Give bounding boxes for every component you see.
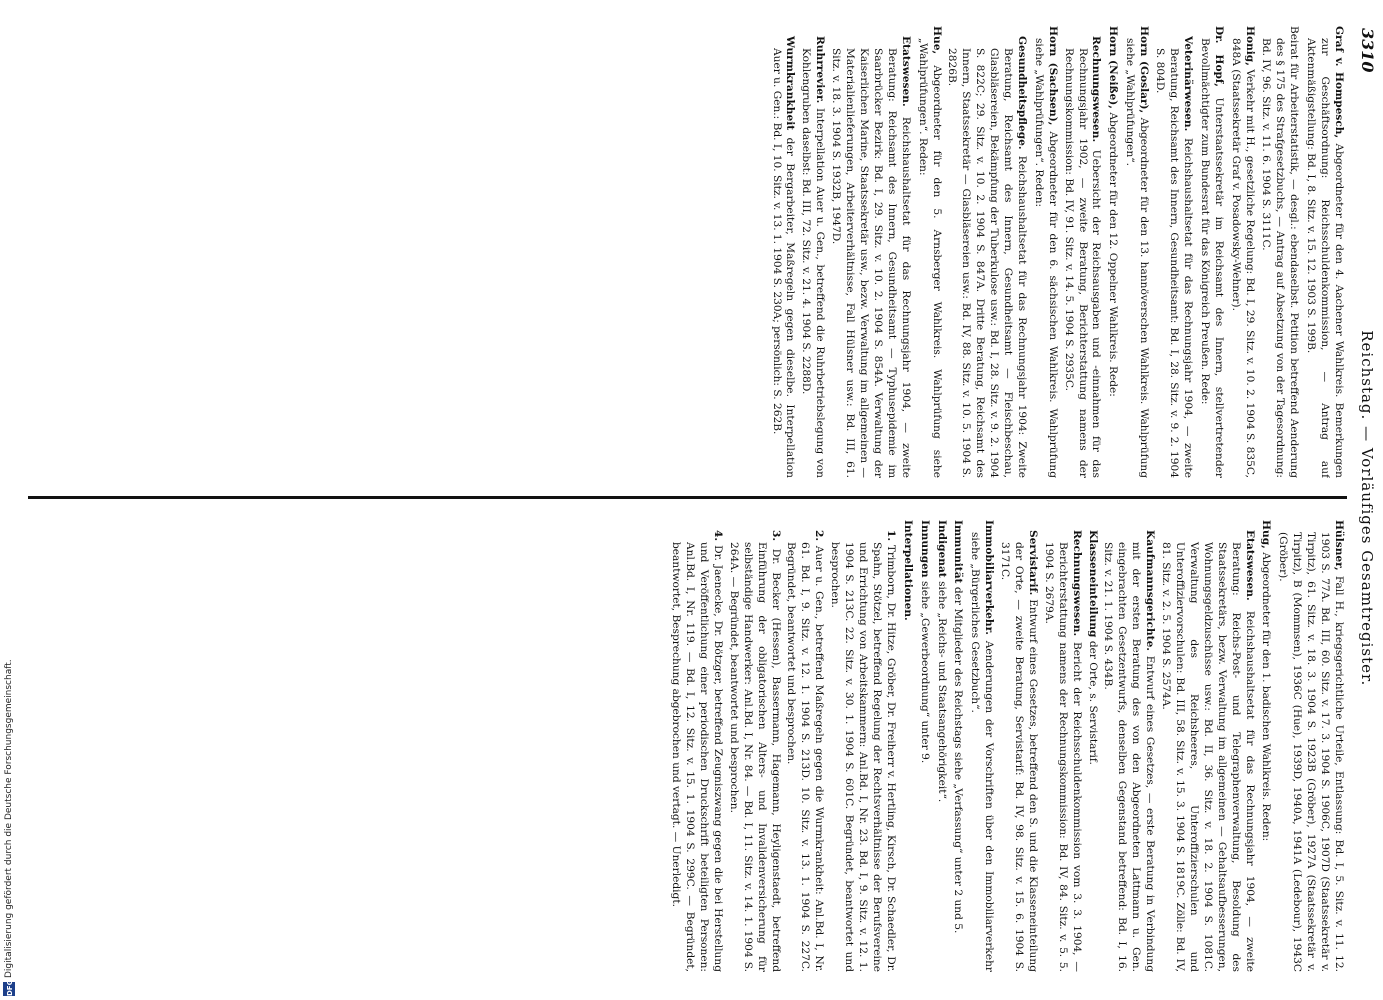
entry-text: Beirat für Arbeiterstatistik, — desgl.: ebendaselbst. Petition betreffend Aenderung des § 175 des Strafgesetzbuchs, — Antrag auf Absetzung von der Tagesordnung: Bd. IV, 96. Sitz. v. 11. 6. 1904 S. 3111C. — [1260, 26, 1301, 478]
entry-headword: Horn (Neiße), — [1107, 26, 1120, 109]
entry-text: Unterstaatssekretär im Reichsamt des Innern, stellvertretender Bevollmächtigter zum Bundesrat für das Königreich Preußen. Rede: — [1198, 38, 1225, 478]
column-divider — [28, 496, 1347, 499]
register-entry — [1228, 26, 1256, 478]
page-title: Reichstag. — Vorläufiges Gesamtregister. — [1358, 330, 1376, 687]
entry-text: Entwurf eines Gesetzes, betreffend den S. und die Klasseneinteilung der Orte, — zweite Beratung, Servistarif: Bd. IV, 98. Sitz. v. 15. 6. 1904 S. 3171C. — [999, 542, 1039, 972]
register-entry — [951, 520, 965, 972]
entry-headword: Rechnungswesen. — [1090, 36, 1103, 143]
entry-text: der Bergarbeiter, Maßregeln gegen dieselbe. Interpellation Auer u. Gen.: Bd. I, 10. Sitz. v. 13. 1. 1904 S. 230A; persönlich: S. 262B. — [770, 48, 797, 478]
entry-text: Verkehr mit H., gesetzliche Regelung: Bd. I, 29. Sitz. v. 10. 2. 1904 S. 835C, 848A (Staatssekretär Graf v. Posadowsky-Wehner). — [1229, 38, 1256, 478]
entry-text: Entwurf eines Gesetzes, — erste Beratung in Verbindung mit der ersten Beratung des von den Abgeordneten Lattmann u. Gen. eingebrachten Gesetzentwurfs, denselben Gegenstand betreffend: Bd. I, 16. Sitz. v. 21. 1. 1904 S. 434B. — [1102, 542, 1157, 972]
page-number: 3310 — [1358, 28, 1377, 73]
register-entry — [1031, 26, 1059, 478]
entry-headword: Innungen — [918, 520, 931, 578]
entry-headword: 2. — [813, 530, 826, 542]
register-entry — [1197, 26, 1225, 478]
register-entry — [1106, 26, 1120, 478]
entry-headword: Ruhrrevier. — [814, 36, 827, 104]
entry-text: Abgeordneter für den 6. sächsischen Wahlkreis. Wahlprüfung siehe „Wahlprüfungen“. Reden: — [1032, 38, 1059, 478]
entry-text: Abgeordneter für den 1. badischen Wahlkreis. Reden: — [1260, 552, 1273, 842]
entry-text: Reichshaushaltsetat für das Rechnungsjahr 1904, — zweite Beratung, Reichsamt des Innern, Gesundheitsamt: Bd. I, 28. Sitz. v. 9. 2. 1904 S. 804D. — [1154, 48, 1194, 478]
entry-headword: Kaufmannsgerichte. — [1144, 530, 1157, 652]
entry-text: Dr. Jaenecke, Dr. Bötzger, betreffend Zeugniszwang gegen die bei Herstellung und Veröffentlichung einer periodischen Druckschrift beteiligten Personen: Anl.Bd. I, Nr. 119. — Bd. I, 12. Sitz. v. 15. 1. 1904 S. 299C. — Begründet, beantwortet, Besprechung abgebrochen und vertagt. — Unerledigt. — [670, 542, 724, 972]
entry-text: Interpellation Auer u. Gen., betreffend die Ruhrbetriebslegung von Kohlengruben daselbst: Bd. III, 72. Sitz. v. 21. 4. 1904 S. 2288D. — [800, 48, 827, 478]
entry-headword: 4. — [711, 530, 724, 542]
register-entry — [1101, 530, 1157, 972]
register-entry — [945, 36, 1028, 478]
register-entry — [668, 530, 724, 972]
entry-text: Aenderungen der Vorschriften über den Immobiliarverkehr siehe „Bürgerliches Gesetzbuch“. — [969, 532, 996, 972]
entry-headword: Immobiliarverkehr. — [983, 520, 996, 635]
entry-text: Uebersicht der Reichsausgaben und -einnahmen für das Rechnungsjahr 1902, — zweite Beratung, Berichterstattung namens der Rechnungskommission: Bd. IV, 91. Sitz. v. 14. 5. 1904 S. 2935C. — [1062, 48, 1103, 478]
entry-text: Abgeordneter für den 13. hannöverschen Wahlkreis. Wahlprüfung siehe „Wahlprüfungen“. — [1124, 38, 1151, 478]
register-entry — [1061, 36, 1103, 478]
entry-text: siehe „Reichs- und Staatsangehörigkeit“. — [935, 581, 948, 803]
page-header — [1347, 28, 1377, 964]
register-entry — [726, 530, 782, 972]
entry-headword: Hug, — [1260, 520, 1273, 549]
entry-headword: Gesundheitspflege. — [1015, 36, 1028, 150]
credit-text: Digitalisierung gefördert durch die Deutsche Forschungsgemeinschaft. — [4, 659, 14, 978]
register-entry — [769, 36, 797, 478]
entry-text: Reichshaushaltsetat für das Rechnungsjahr 1904: Zweite Beratung, Reichsamt des Innern, Gesundheitsamt — Fleischbeschau, Glasbläsereien, Bekämpfung der Tuberkulose usw.: Bd. I, 28. Sitz. v. 9. 2. 1904 S. 822C; 29. Sitz. v. 10. 2. 1904 S. 847A. Dritte Beratung, Reichsamt des Innern, Staatssekretär — Glasbläsereien usw.: Bd. IV, 88. Sitz. v. 10. 5. 1904 S. 2826B. — [946, 48, 1028, 478]
entry-headword: Interpellationen. — [901, 520, 914, 621]
entry-headword: Servistarif. — [1026, 530, 1039, 596]
right-column — [30, 520, 1345, 972]
entry-text: Auer u. Gen., betreffend Maßregeln gegen die Wurmkrankheit: Anl.Bd. I, Nr. 61. Bd. I, 9. Sitz. v. 12. 1. 1904 S. 213D. 10. Sitz. v. 13. 1. 1904 S. 227C. Begründet, beantwortet und besprochen. — [785, 542, 826, 972]
entry-headword: Klasseneinteilung — [1086, 530, 1099, 638]
entry-headword: Horn (Sachsen), — [1046, 26, 1059, 126]
entry-headword: Wurmkrankheit — [784, 36, 797, 131]
digitization-credit — [2, 616, 16, 996]
entry-text: Abgeordneter für den 4. Aachener Wahlkreis. Bemerkungen zur Geschäftsordnung: Reichsschuldenkommission, — Antrag auf Aktenmäßigstellung: Bd. I, 8. Sitz. v. 15. 12. 1903 S. 199B. — [1305, 38, 1345, 478]
entry-headword: Graf v. Hompesch, — [1333, 26, 1345, 139]
entry-headword: Hülsner, — [1333, 520, 1345, 571]
register-entry — [917, 520, 931, 972]
register-entry — [1152, 36, 1194, 478]
entry-headword: 3. — [769, 530, 782, 542]
entry-headword: Etatswesen. — [899, 36, 912, 107]
register-entry — [828, 36, 911, 478]
register-entry — [1303, 26, 1345, 478]
register-entry — [1158, 530, 1255, 972]
entry-text: Abgeordneter für den 12. Oppelner Wahlkreis. Rede: — [1107, 112, 1120, 397]
entry-headword: Immunität — [952, 520, 965, 584]
register-entry — [1041, 530, 1083, 972]
entry-text: Bericht der Reichsschuldenkommission vom 3. 3. 1904, — Berichterstattung namens der Rechnungskommission: Bd. IV, 84. Sitz. v. 5. 5. 1904 S. 2679A. — [1042, 542, 1083, 972]
register-entry — [1122, 26, 1150, 478]
register-entry — [798, 36, 826, 478]
entry-headword: Honig, — [1243, 26, 1256, 66]
register-entry — [967, 520, 995, 972]
entry-headword: Veterinärwesen. — [1181, 36, 1194, 132]
entry-text: der Orte, s. Servistarif. — [1086, 640, 1099, 765]
entry-text: Trimborn, Dr. Hitze, Gröber, Dr. Freiherr v. Hertling, Kirsch, Dr. Schaedler, Dr. Spahn, Stötzel, betreffend Regelung der Rechtsverhältnisse der Berufsvereine und Errichtung von Arbeitskammern: Anl.Bd. I, Nr. 23. Bd. I, 9. Sitz. v. 12. 1. 1904 S. 213C. 22. Sitz. v. 30. 1. 1904 S. 601C. Begründet, beantwortet und besprochen. — [829, 542, 897, 972]
entry-text: Reichshaushaltsetat für das Rechnungsjahr 1904, — zweite Beratung: Reichs-Post- und Telegraphenverwaltung, Besoldung des Staatssekretärs, bezw. Verwaltung im allgemeinen — Gehaltsaufbesserungen, Wohnungsgeldzuschüsse usw.: Bd. II, 36. Sitz. v. 18. 2. 1904 S. 1081C. Verwaltung des Reichsheeres, Unteroffizierschulen und Unteroffiziervorschulen: Bd. III, 58. Sitz. v. 15. 3. 1904 S. 1819C. Zölle: Bd. IV, 81. Sitz. v. 2. 5. 1904 S. 2574A. — [1160, 542, 1256, 972]
entry-text: Dr. Becker (Hessen), Bassermann, Hagemann, Heyligenstaedt, betreffend Einführung der obligatorischen Alters- und Invalidenversicherung für selbständige Handwerker: Anl.Bd. I, Nr. 84. — Bd. I, 11. Sitz. v. 14. 1. 1904 S. 264A. — Begründet, beantwortet und besprochen. — [727, 542, 782, 972]
register-entry — [997, 530, 1039, 972]
entry-text: Abgeordneter für den 5. Arnsberger Wahlkreis. Wahlprüfung siehe „Wahlprüfungen“. Reden: — [916, 38, 943, 478]
register-entry — [827, 530, 897, 972]
entry-text: Reichshaushaltsetat für das Rechnungsjahr 1904, — zweite Beratung: Reichsamt des Innern, Gesundheitsamt — Typhusepidemie im Saarbrücker Bezirk: Bd. I, 29. Sitz. v. 10. 2. 1904 S. 854A. Verwaltung der Kaiserlichen Marine, Staatssekretär usw., bezw. Verwaltung im allgemeinen — Materialienlieferungen, Arbeiterverhältnisse, Fall Hülsner usw.: Bd. III, 61. Sitz. v. 18. 3. 1904 S. 1932B, 1947D. — [830, 48, 912, 478]
register-entry — [1259, 520, 1273, 972]
entry-text: der Mitglieder des Reichstags siehe „Verfassung“ unter 2 und 5. — [952, 586, 965, 934]
register-entry — [934, 520, 948, 972]
entry-text: siehe „Gewerbeordnung“ unter 9. — [918, 581, 931, 764]
register-entry — [1259, 26, 1301, 478]
entry-headword: Rechnungswesen. — [1070, 530, 1083, 637]
dfg-logo-icon: DFG — [3, 982, 15, 996]
entry-headword: Indigenat — [935, 520, 948, 578]
entry-headword: 1. — [884, 530, 897, 542]
entry-headword: Etatswesen. — [1243, 530, 1256, 601]
register-entry — [915, 26, 943, 478]
register-entry — [1085, 530, 1099, 972]
register-entry — [1275, 520, 1345, 972]
register-entry — [784, 530, 826, 972]
entry-headword: Horn (Goslar), — [1138, 26, 1151, 114]
register-entry — [900, 520, 914, 972]
entry-headword: Hue, — [930, 26, 943, 55]
entry-text: Fall H., kriegsgerichtliche Urteile, Entlassung: Bd. I, 5. Sitz. v. 11. 12. 1903 S. 77A. Bd. III, 60. Sitz. v. 17. 3. 1904 S. 1906C, 1907D (Staatssekretär v. Tirpitz), 61. Sitz. v. 18. 3. 1904 S. 1923B (Gröber), 1927A (Staatssekretär v. Tirpitz), B (Mommsen), 1936C (Hue), 1939D, 1940A, 1941A (Ledebour), 1943C (Gröber). — [1277, 532, 1345, 972]
left-column — [30, 26, 1345, 478]
entry-headword: Dr. Hopf, — [1212, 26, 1225, 87]
